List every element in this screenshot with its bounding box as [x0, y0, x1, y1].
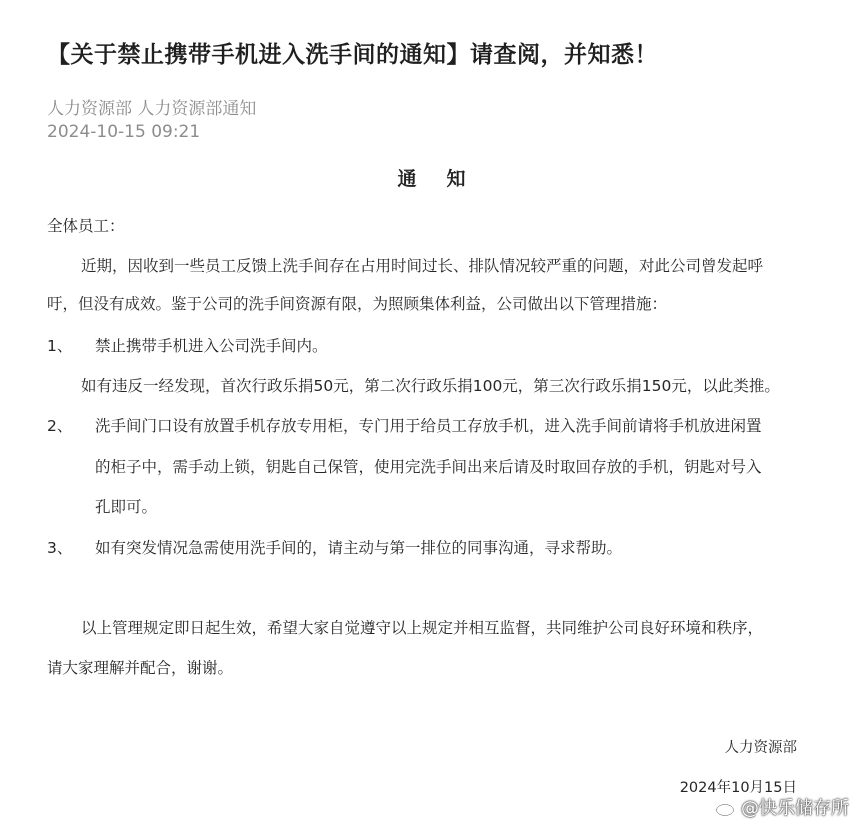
notice-heading-char: 知 [446, 168, 466, 190]
item-line: 洗手间门口设有放置手机存放专用柜，专门用于给员工存放手机，进入洗手间前请将手机放进闲置 [95, 417, 762, 435]
item-line: 的柜子中，需手动上锁，钥匙自己保管，使用完洗手间出来后请及时取回存放的手机，钥匙对号入 [95, 458, 762, 476]
weibo-icon [715, 799, 737, 817]
signature-department: 人力资源部 [724, 740, 797, 756]
watermark [715, 794, 849, 820]
notice-heading [0, 164, 863, 191]
item-number: 1、 [47, 337, 73, 355]
closing-line: 以上管理规定即日起生效，希望大家自觉遵守以上规定并相互监督，共同维护公司良好环境和秩序， [81, 619, 764, 637]
item-number: 3、 [47, 539, 73, 557]
article-byline[interactable]: 人力资源部 人力资源部通知 [47, 99, 257, 119]
intro-line: 吁，但没有成效。鉴于公司的洗手间资源有限，为照顾集体利益，公司做出以下管理措施： [47, 295, 668, 313]
intro-line: 近期，因收到一些员工反馈上洗手间存在占用时间过长、排队情况较严重的问题，对此公司曾发起呼 [81, 257, 764, 275]
item-number: 2、 [47, 417, 73, 435]
closing-line: 请大家理解并配合，谢谢。 [47, 659, 234, 677]
item-line: 禁止携带手机进入公司洗手间内。 [95, 337, 328, 355]
item-line: 如有突发情况急需使用洗手间的，请主动与第一排位的同事沟通，寻求帮助。 [95, 539, 623, 557]
item-line: 孔即可。 [95, 498, 158, 516]
item-penalty-line: 如有违反一经发现，首次行政乐捐50元，第二次行政乐捐100元，第三次行政乐捐150元，以此类推。 [81, 377, 780, 395]
watermark-text: @快乐储存所 [741, 798, 849, 819]
signature-date: 2024年10月15日 [679, 780, 797, 796]
salutation: 全体员工： [47, 217, 125, 235]
article-datetime: 2024-10-15 09:21 [47, 122, 201, 142]
article-title: 【关于禁止携带手机进入洗手间的通知】请查阅，并知悉！ [47, 42, 658, 68]
notice-heading-char: 通 [397, 168, 417, 190]
